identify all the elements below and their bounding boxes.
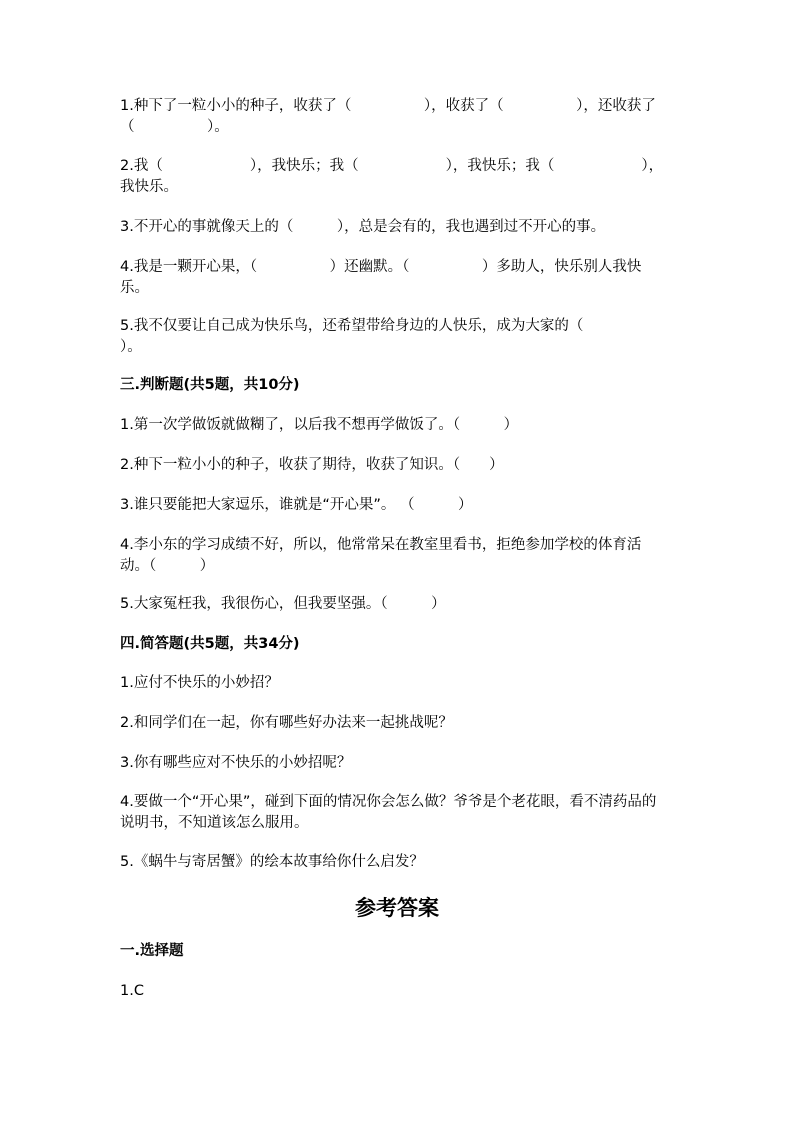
answer-key-title: 参考答案 bbox=[355, 896, 439, 920]
short-answer-question-4: 4.要做一个“开心果”，碰到下面的情况你会怎么做？爷爷是个老花眼，看不清药品的说明书，不知道该怎么服用。 bbox=[120, 794, 657, 831]
true-false-question-3: 3.谁只要能把大家逗乐，谁就是“开心果”。 （ ） bbox=[120, 497, 473, 513]
fill-blank-question-5: 5.我不仅要让自己成为快乐鸟，还希望带给身边的人快乐，成为大家的（ ）。 bbox=[120, 318, 656, 355]
section-heading-short-answer: 四.简答题(共5题，共34分) bbox=[120, 636, 300, 652]
section-heading-true-false: 三.判断题(共5题，共10分) bbox=[120, 377, 300, 393]
true-false-question-4: 4.李小东的学习成绩不好，所以，他常常呆在教室里看书，拒绝参加学校的体育活动。（ ） bbox=[120, 537, 642, 574]
answer-section-heading-choice: 一.选择题 bbox=[120, 943, 184, 959]
short-answer-question-5: 5.《蜗牛与寄居蟹》的绘本故事给你什么启发？ bbox=[120, 854, 424, 870]
fill-blank-question-4: 4.我是一颗开心果，（ ）还幽默。（ ）多助人，快乐别人我快乐。 bbox=[120, 259, 642, 296]
true-false-question-1: 1.第一次学做饭就做糊了，以后我不想再学做饭了。（ ） bbox=[120, 417, 519, 433]
fill-blank-question-3: 3.不开心的事就像天上的（ ），总是会有的，我也遇到过不开心的事。 bbox=[120, 219, 606, 235]
short-answer-question-3: 3.你有哪些应对不快乐的小妙招呢？ bbox=[120, 755, 352, 771]
short-answer-question-2: 2.和同学们在一起，你有哪些好办法来一起挑战呢？ bbox=[120, 715, 453, 731]
fill-blank-question-2: 2.我（ ），我快乐；我（ ），我快乐；我（ ），我快乐。 bbox=[120, 158, 664, 195]
fill-blank-question-1: 1.种下了一粒小小的种子，收获了（ ），收获了（ ），还收获了（ ）。 bbox=[120, 98, 656, 135]
answer-item-1: 1.C bbox=[120, 983, 144, 999]
true-false-question-2: 2.种下一粒小小的种子，收获了期待，收获了知识。（ ） bbox=[120, 457, 504, 473]
short-answer-question-1: 1.应付不快乐的小妙招？ bbox=[120, 675, 279, 691]
true-false-question-5: 5.大家冤枉我，我很伤心，但我要坚强。（ ） bbox=[120, 596, 446, 612]
